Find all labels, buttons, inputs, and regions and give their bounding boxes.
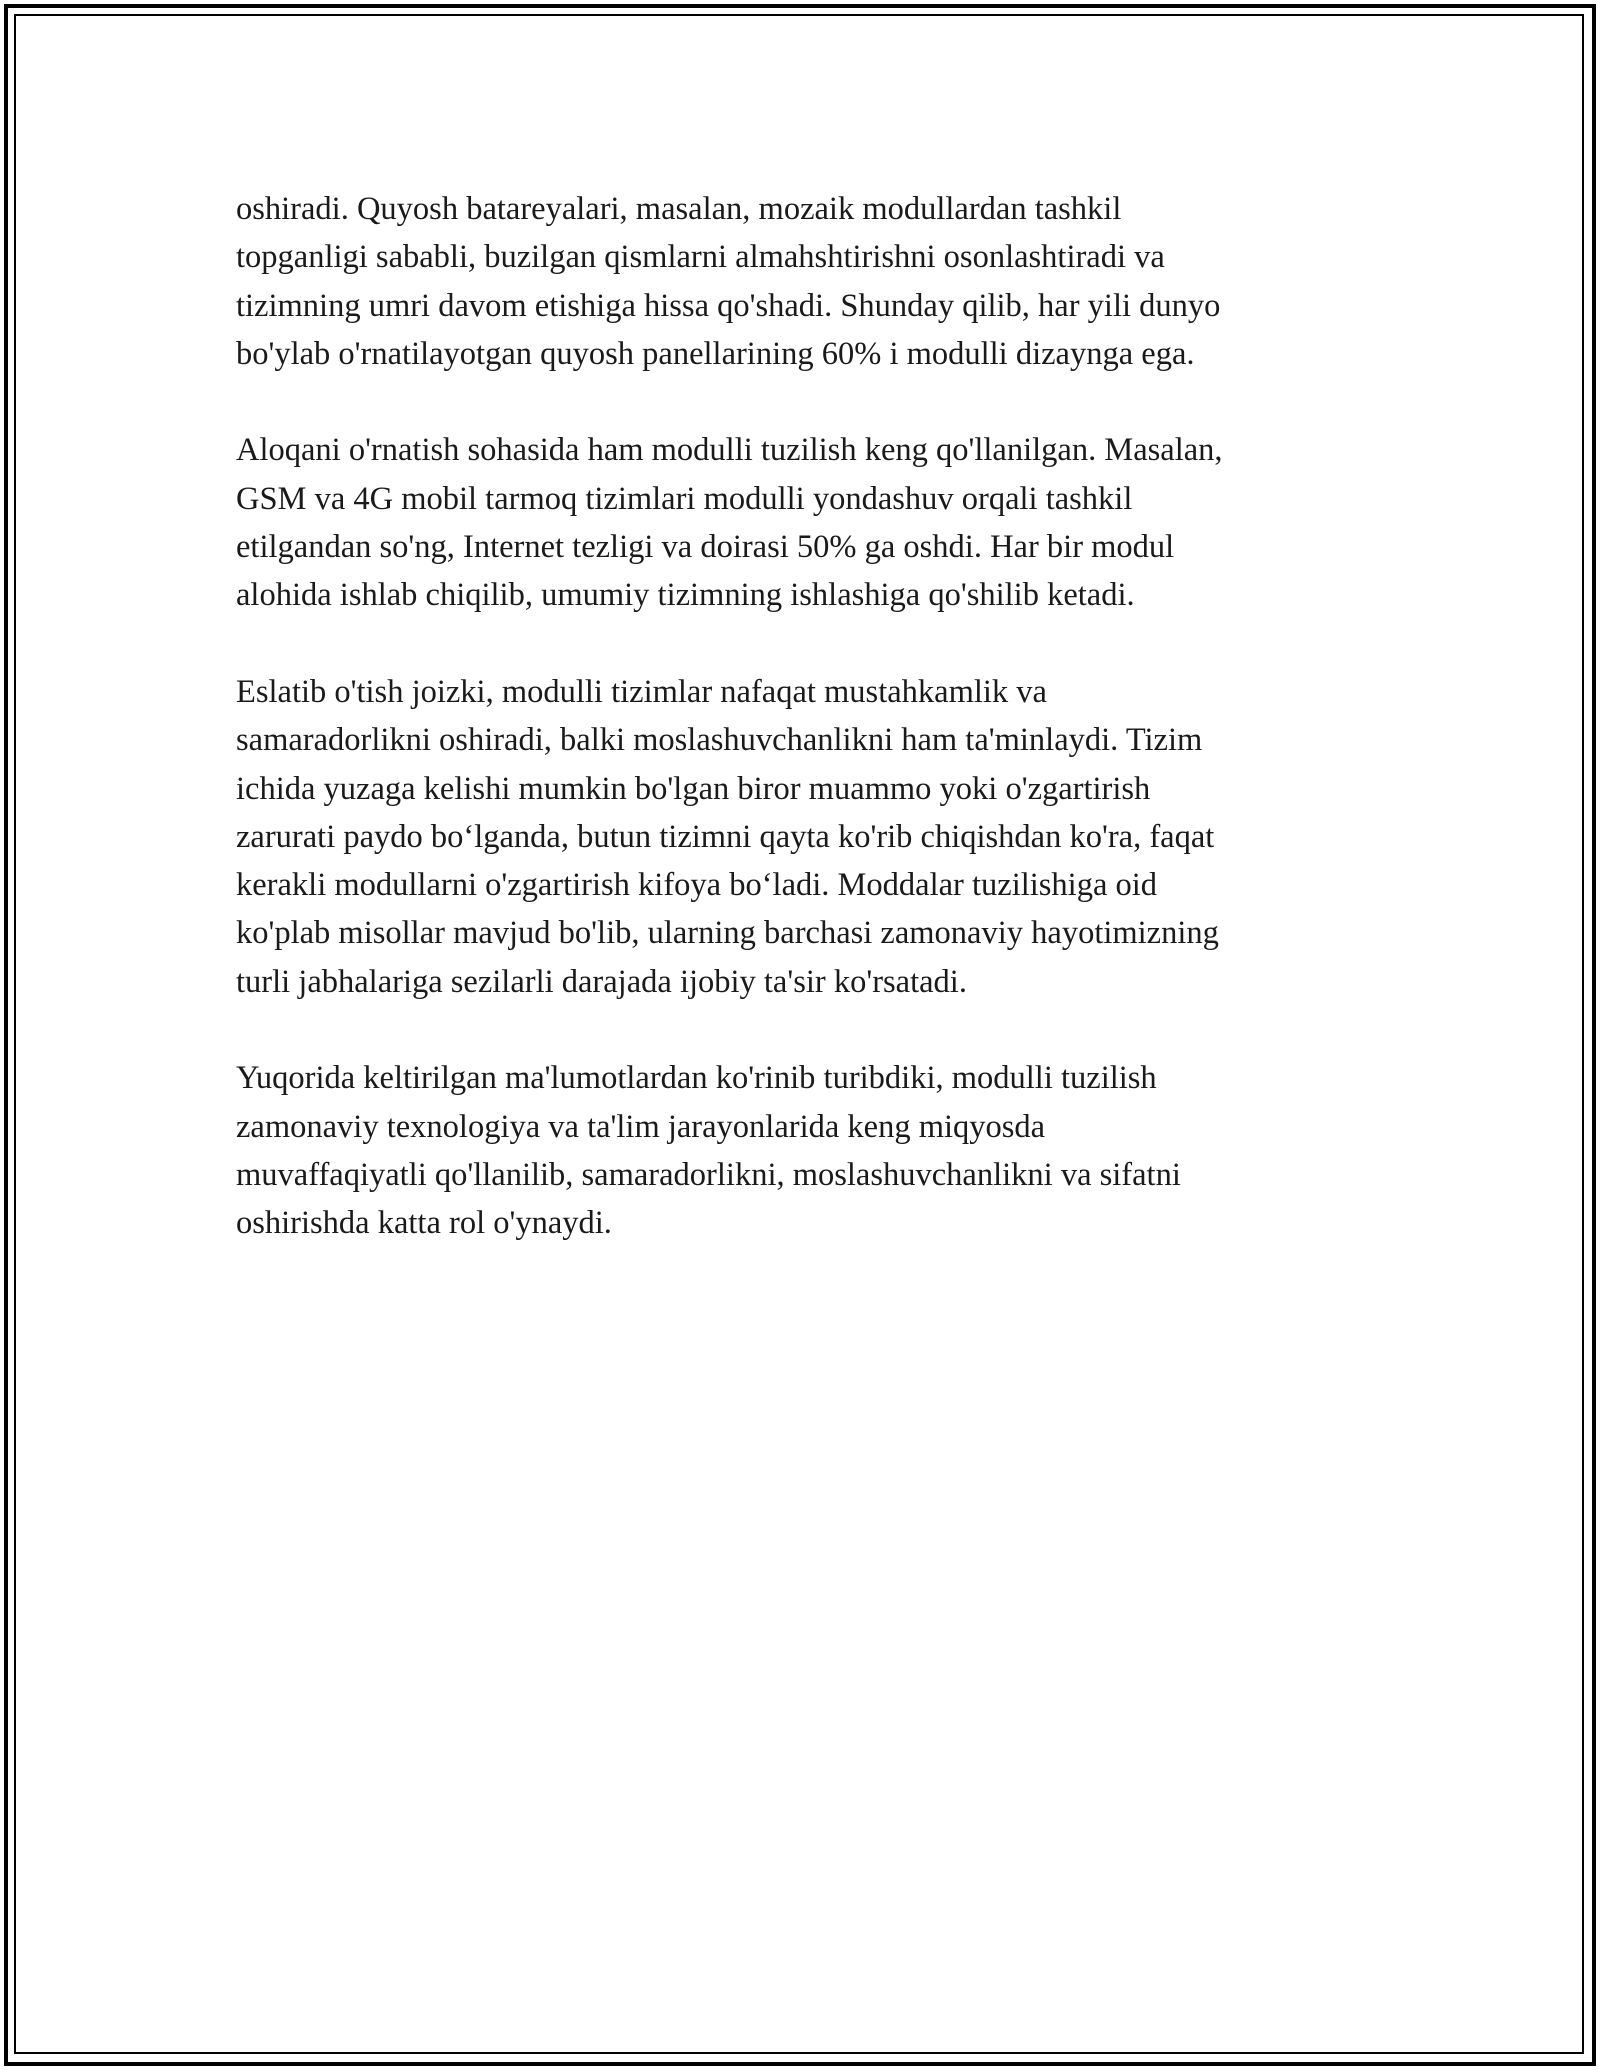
paragraph-conclusion: Yuqorida keltirilgan ma'lumotlardan ko'rinib turibdiki, modulli tuzilish zamonaviy texnologiya va ta'lim jarayonlarida keng miqyosda muvaffaqiyatli qo'llanilib, samaradorlikni, moslashuvchanlikni va sifatni oshirishda katta rol o'ynaydi. (236, 1060, 1181, 1242)
paragraph-communications: Aloqani o'rnatish sohasida ham modulli tuzilish keng qo'llanilgan. Masalan, GSM va 4G mobil tarmoq tizimlari modulli yondashuv orqali tashkil etilgandan so'ng, Internet tezligi va doirasi 50% ga oshdi. Har bir modul alohida ishlab chiqilib, umumiy tizimning ishlashiga qo'shilib ketadi. (236, 432, 1223, 614)
document-body (236, 185, 1366, 1296)
paragraph-flexibility: Eslatib o'tish joizki, modulli tizimlar nafaqat mustahkamlik va samaradorlikni oshiradi, balki moslashuvchanlikni ham ta'minlaydi. Tizim ichida yuzaga kelishi mumkin bo'lgan biror muammo yoki o'zgartirish zarurati paydo bo‘lganda, butun tizimni qayta ko'rib chiqishdan ko'ra, faqat kerakli modullarni o'zgartirish kifoya bo‘ladi. Moddalar tuzilishiga oid ko'plab misollar mavjud bo'lib, ularning barchasi zamonaviy hayotimizning turli jabhalariga sezilarli darajada ijobiy ta'sir ko'rsatadi. (236, 673, 1219, 1000)
paragraph-solar-panels: oshiradi. Quyosh batareyalari, masalan, mozaik modullardan tashkil topganligi sababli, buzilgan qismlarni almahshtirishni osonlashtiradi va tizimning umri davom etishiga hissa qo'shadi. Shunday qilib, har yili dunyo bo'ylab o'rnatilayotgan quyosh panellarining 60% i modulli dizaynga ega. (236, 191, 1221, 372)
